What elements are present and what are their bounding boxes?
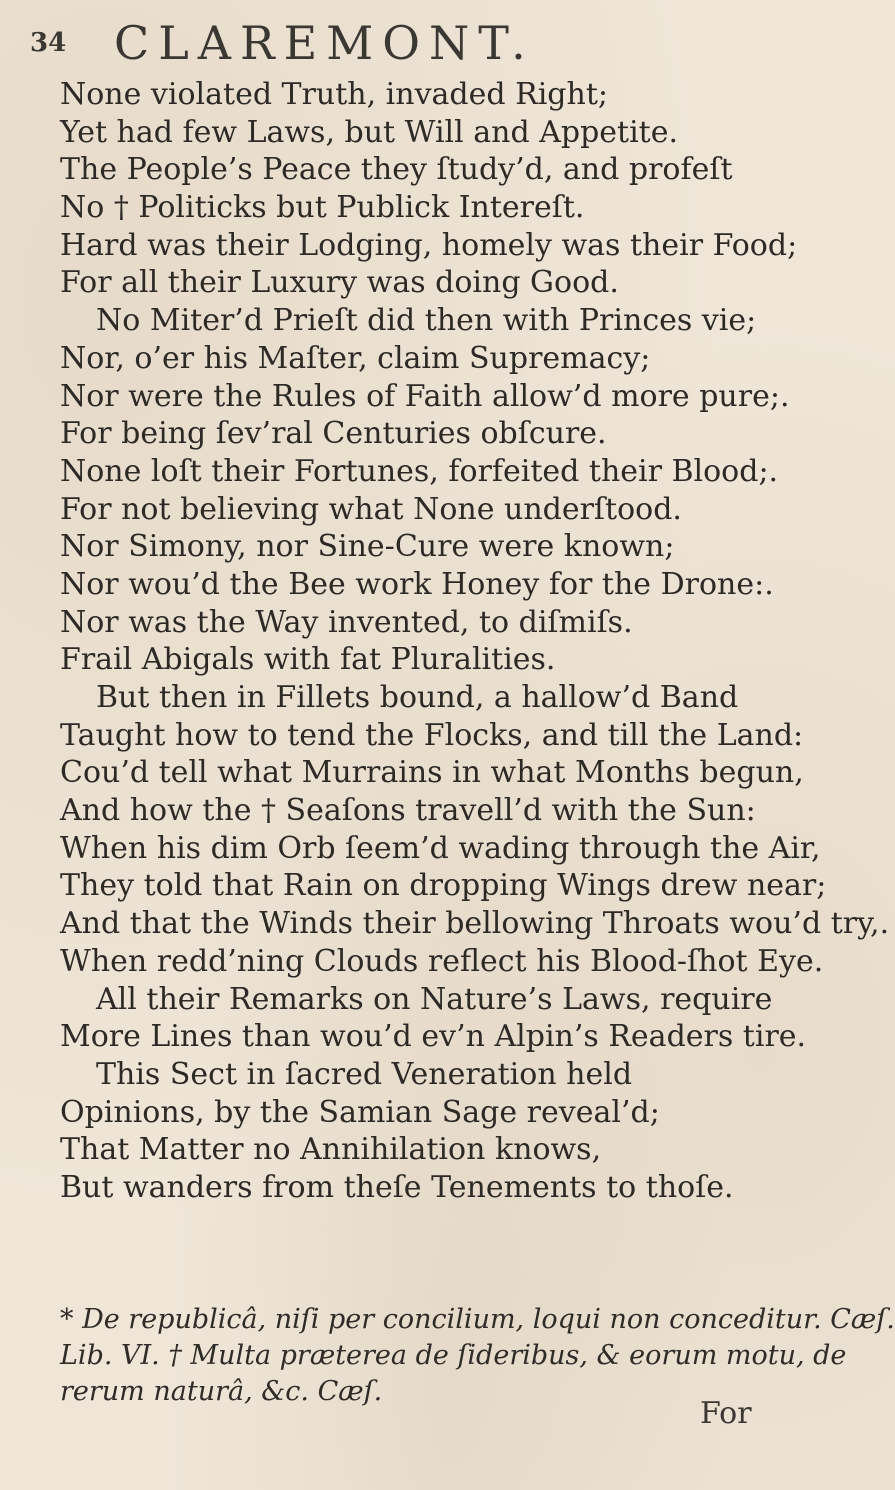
page-header [30, 10, 790, 70]
verse-line: The People’s Peace they ſtudy’d, and profeſt [60, 152, 733, 188]
running-head: CLAREMONT. [114, 16, 535, 70]
verse-line: And that the Winds their bellowing Throats wou’d try,. [60, 906, 890, 942]
verse-line: No Miter’d Prieſt did then with Princes vie; [96, 303, 757, 339]
verse-line: When redd’ning Clouds reflect his Blood-ſhot Eye. [60, 943, 824, 979]
verse-line: That Matter no Annihilation knows, [60, 1132, 602, 1168]
verse-line: Nor were the Rules of Faith allow’d more pure;. [60, 378, 790, 414]
footnote-line: rerum naturâ, &c. Cæſ. [60, 1376, 383, 1407]
verse-line: None violated Truth, invaded Right; [60, 77, 608, 112]
footnotes [60, 1302, 895, 1410]
verse-line: Nor was the Way invented, to diſmiſs. [60, 604, 633, 640]
verse-line: They told that Rain on dropping Wings drew near; [60, 868, 827, 904]
verse-line: But then in Fillets bound, a hallow’d Band [96, 680, 739, 715]
verse-line: Nor, o’er his Maſter, claim Supremacy; [60, 340, 651, 376]
verse-line: Nor wou’d the Bee work Honey for the Drone:. [60, 566, 774, 602]
verse-line: More Lines than wou’d ev’n Alpin’s Readers tire. [60, 1019, 807, 1055]
verse-line: Taught how to tend the Flocks, and till the Land: [60, 717, 804, 753]
verse-line: Yet had few Laws, but Will and Appetite. [60, 114, 679, 150]
verse-line: For being ſev’ral Centuries obſcure. [60, 416, 607, 452]
verse-line: No † Politicks but Publick Intereſt. [60, 190, 585, 226]
footnote-line: Lib. VI. † Multa prætereа de ſideribus, & eorum motu, de [60, 1340, 847, 1371]
verse-line: Hard was their Lodging, homely was their Food; [60, 227, 798, 263]
verse-line: But wanders from theſe Tenements to thoſe. [60, 1169, 734, 1205]
verse-line: Frail Abigals with fat Pluralities. [60, 642, 556, 678]
page-number: 34 [30, 28, 67, 58]
footnote-line: * De republicâ, niſi per concilium, loqui non conceditur. Cæſ. [60, 1304, 895, 1335]
verse-line: For not believing what None underſtood. [60, 491, 682, 527]
verse-line: None loſt their Fortunes, forfeited their Blood;. [60, 453, 779, 489]
catchword: For [700, 1396, 752, 1431]
verse-line: This Sect in ſacred Veneration held [96, 1056, 633, 1092]
verse-line: When his dim Orb ſeem’d wading through the Air, [60, 830, 821, 866]
verse-line: For all their Luxury was doing Good. [60, 265, 619, 301]
verse-line: And how the † Seaſons travell’d with the Sun: [60, 793, 756, 829]
verse-body [60, 76, 890, 1207]
verse-line: All their Remarks on Nature’s Laws, require [96, 981, 773, 1017]
verse-line: Nor Simony, nor Sine-Cure were known; [60, 529, 675, 565]
verse-line: Opinions, by the Samian Sage reveal’d; [60, 1094, 660, 1130]
verse-line: Cou’d tell what Murrains in what Months begun, [60, 755, 804, 791]
